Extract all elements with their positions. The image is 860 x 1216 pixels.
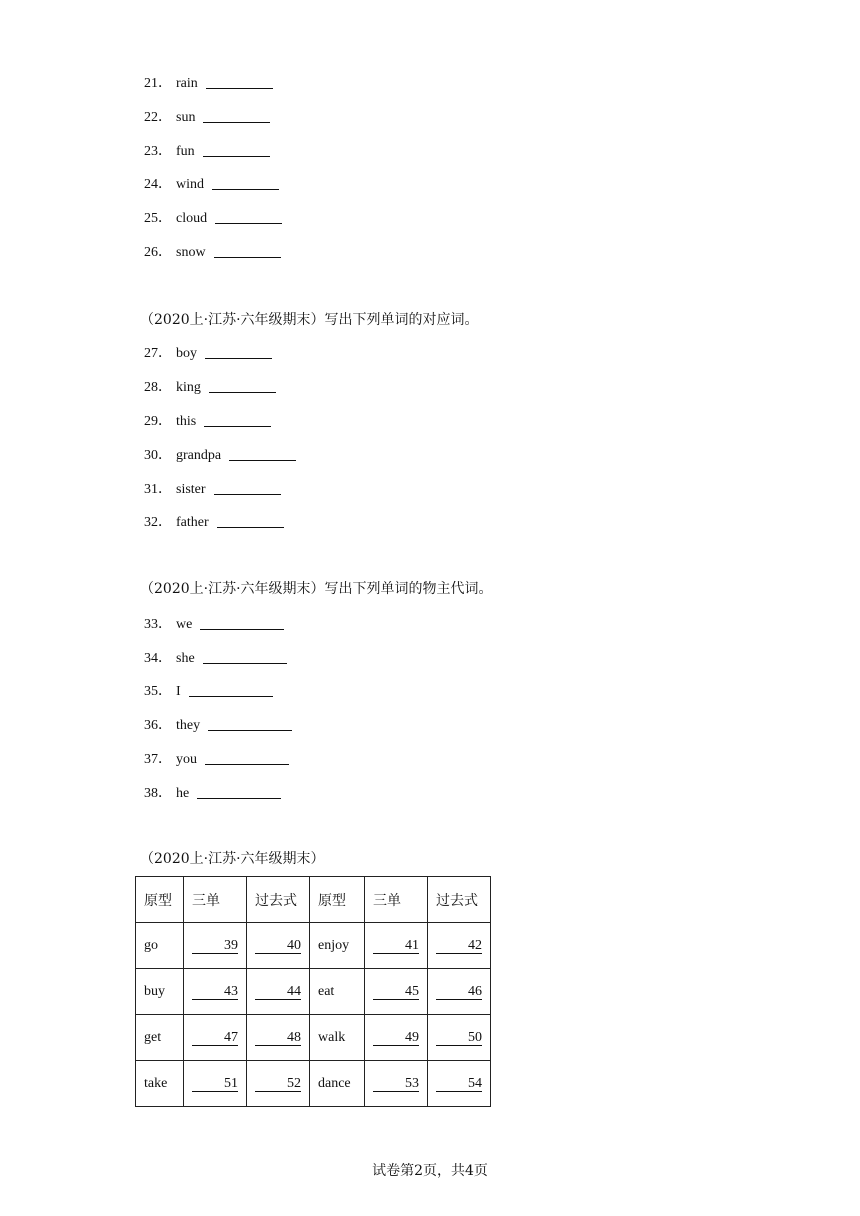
answer-blank-number: 51 <box>192 1076 238 1092</box>
table-row <box>136 1061 491 1107</box>
question-word: sister <box>176 482 206 497</box>
answer-blank[interactable] <box>204 412 271 427</box>
question-number: 30． <box>144 448 172 463</box>
question-word: fun <box>176 144 195 159</box>
answer-cell[interactable] <box>365 1015 428 1061</box>
answer-cell[interactable] <box>247 969 310 1015</box>
question-32 <box>144 513 284 532</box>
question-22 <box>144 108 270 127</box>
question-30 <box>144 446 296 465</box>
question-number: 24． <box>144 177 172 192</box>
answer-cell[interactable] <box>184 1015 247 1061</box>
question-number: 38． <box>144 786 172 801</box>
table-row <box>136 969 491 1015</box>
base-form-cell: take <box>136 1061 184 1107</box>
answer-blank-number: 52 <box>255 1076 301 1092</box>
answer-blank-number: 53 <box>373 1076 419 1092</box>
question-number: 31． <box>144 482 172 497</box>
answer-blank[interactable] <box>197 784 281 799</box>
question-number: 28． <box>144 380 172 395</box>
question-23 <box>144 142 270 161</box>
answer-cell[interactable] <box>365 969 428 1015</box>
question-number: 29． <box>144 414 172 429</box>
question-26 <box>144 243 281 262</box>
question-33 <box>144 615 284 634</box>
base-form-cell: enjoy <box>310 923 365 969</box>
answer-blank-number: 49 <box>373 1030 419 1046</box>
answer-blank[interactable] <box>189 682 273 697</box>
question-word: she <box>176 651 195 666</box>
answer-cell[interactable] <box>184 923 247 969</box>
answer-cell[interactable] <box>184 969 247 1015</box>
answer-cell[interactable] <box>365 1061 428 1107</box>
question-word: boy <box>176 346 197 361</box>
question-word: he <box>176 786 190 801</box>
answer-blank[interactable] <box>214 243 281 258</box>
table-row <box>136 1015 491 1061</box>
table-header-cell: 过去式 <box>428 877 491 923</box>
question-21 <box>144 74 273 93</box>
answer-blank[interactable] <box>217 513 284 528</box>
answer-blank[interactable] <box>214 480 281 495</box>
question-24 <box>144 175 279 194</box>
section-heading-counterparts: （2020上·江苏·六年级期末）写出下列单词的对应词。 <box>140 312 479 328</box>
answer-cell[interactable] <box>428 1015 491 1061</box>
table-header-cell: 过去式 <box>247 877 310 923</box>
question-word: you <box>176 752 197 767</box>
question-28 <box>144 378 276 397</box>
answer-cell[interactable] <box>184 1061 247 1107</box>
question-27 <box>144 344 272 363</box>
question-31 <box>144 480 281 499</box>
answer-blank[interactable] <box>205 750 289 765</box>
answer-blank-number: 50 <box>436 1030 482 1046</box>
answer-blank[interactable] <box>229 446 296 461</box>
answer-blank[interactable] <box>206 74 273 89</box>
answer-blank[interactable] <box>203 142 270 157</box>
answer-blank[interactable] <box>205 344 272 359</box>
question-word: they <box>176 718 201 733</box>
question-number: 23． <box>144 144 172 159</box>
base-form-cell: buy <box>136 969 184 1015</box>
question-word: I <box>176 684 181 699</box>
answer-blank-number: 40 <box>255 938 301 954</box>
answer-cell[interactable] <box>247 1061 310 1107</box>
answer-blank[interactable] <box>208 716 292 731</box>
question-word: king <box>176 380 201 395</box>
answer-blank[interactable] <box>203 649 287 664</box>
question-word: cloud <box>176 211 208 226</box>
answer-blank-number: 41 <box>373 938 419 954</box>
question-number: 22． <box>144 110 172 125</box>
answer-blank-number: 48 <box>255 1030 301 1046</box>
question-number: 34． <box>144 651 172 666</box>
base-form-cell: go <box>136 923 184 969</box>
question-word: snow <box>176 245 206 260</box>
section-heading-possessives: （2020上·江苏·六年级期末）写出下列单词的物主代词。 <box>140 581 493 597</box>
answer-cell[interactable] <box>428 1061 491 1107</box>
question-number: 27． <box>144 346 172 361</box>
base-form-cell: dance <box>310 1061 365 1107</box>
answer-blank-number: 47 <box>192 1030 238 1046</box>
question-word: father <box>176 515 209 530</box>
question-word: sun <box>176 110 196 125</box>
question-number: 35． <box>144 684 172 699</box>
question-number: 25． <box>144 211 172 226</box>
question-number: 26． <box>144 245 172 260</box>
base-form-cell: walk <box>310 1015 365 1061</box>
table-header-cell: 原型 <box>310 877 365 923</box>
answer-cell[interactable] <box>247 923 310 969</box>
question-number: 37． <box>144 752 172 767</box>
answer-blank[interactable] <box>203 108 270 123</box>
question-word: rain <box>176 76 198 91</box>
question-word: we <box>176 617 193 632</box>
question-35 <box>144 682 273 701</box>
section-heading-verb-forms: （2020上·江苏·六年级期末） <box>140 851 325 867</box>
question-29 <box>144 412 271 431</box>
verb-forms-table <box>135 876 491 1107</box>
question-25 <box>144 209 282 228</box>
base-form-cell: get <box>136 1015 184 1061</box>
answer-blank[interactable] <box>212 175 279 190</box>
answer-cell[interactable] <box>428 923 491 969</box>
table-row <box>136 923 491 969</box>
base-form-cell: eat <box>310 969 365 1015</box>
question-word: grandpa <box>176 448 222 463</box>
answer-blank-number: 42 <box>436 938 482 954</box>
question-number: 36． <box>144 718 172 733</box>
question-38 <box>144 784 281 803</box>
page-footer: 试卷第2页，共4页 <box>372 1163 488 1179</box>
question-number: 32． <box>144 515 172 530</box>
table-header-row <box>136 877 491 923</box>
question-word: this <box>176 414 197 429</box>
answer-blank-number: 45 <box>373 984 419 1000</box>
question-34 <box>144 649 287 668</box>
table-header-cell: 三单 <box>365 877 428 923</box>
question-number: 21． <box>144 76 172 91</box>
answer-blank[interactable] <box>209 378 276 393</box>
answer-blank-number: 54 <box>436 1076 482 1092</box>
answer-cell[interactable] <box>247 1015 310 1061</box>
answer-cell[interactable] <box>428 969 491 1015</box>
question-word: wind <box>176 177 204 192</box>
question-36 <box>144 716 292 735</box>
answer-blank-number: 46 <box>436 984 482 1000</box>
answer-blank[interactable] <box>200 615 284 630</box>
question-37 <box>144 750 289 769</box>
answer-blank-number: 39 <box>192 938 238 954</box>
answer-blank[interactable] <box>215 209 282 224</box>
answer-blank-number: 43 <box>192 984 238 1000</box>
table-header-cell: 三单 <box>184 877 247 923</box>
question-number: 33． <box>144 617 172 632</box>
table-header-cell: 原型 <box>136 877 184 923</box>
answer-blank-number: 44 <box>255 984 301 1000</box>
answer-cell[interactable] <box>365 923 428 969</box>
